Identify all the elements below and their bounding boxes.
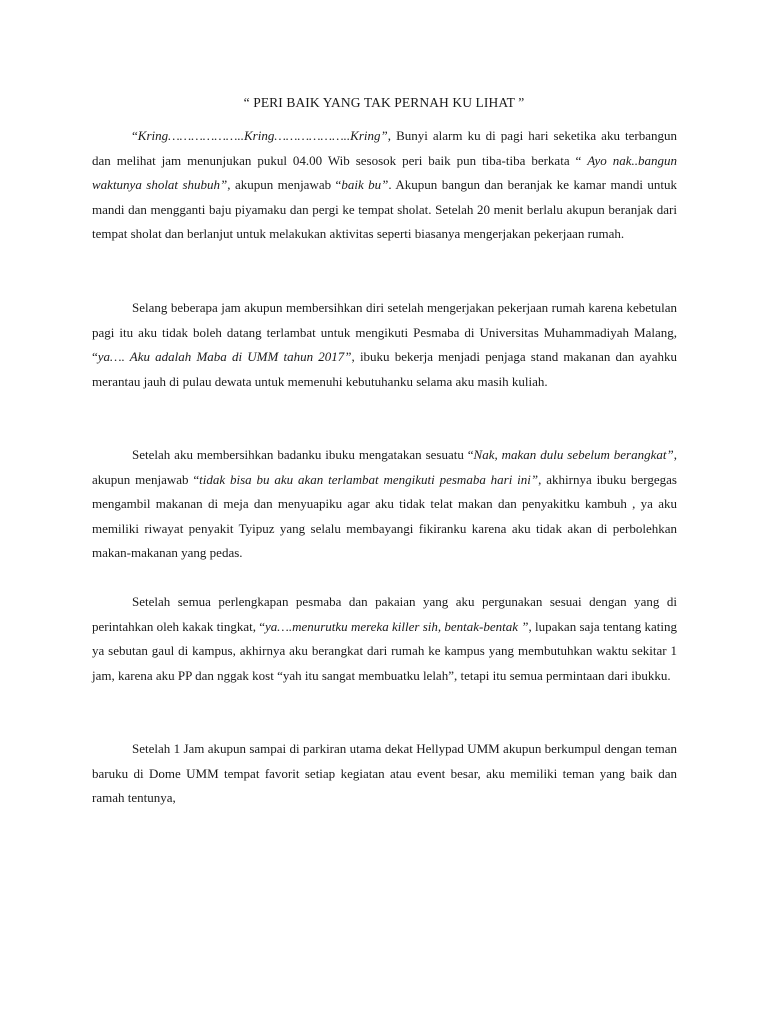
paragraph bbox=[92, 296, 677, 394]
story-title: “ PERI BAIK YANG TAK PERNAH KU LIHAT ” bbox=[243, 95, 525, 110]
paragraph bbox=[92, 443, 677, 566]
paragraph bbox=[92, 124, 677, 247]
text-run: , Bunyi alarm ku di pagi hari seketika aku terbangun dan melihat jam menunjukan pukul 04.00 Wib sesosok peri baik pun tiba-tiba berkata “ bbox=[92, 128, 677, 168]
text-run: . Akupun bangun dan beranjak ke kamar mandi untuk mandi dan mengganti baju piyamaku dan pergi ke tempat sholat. Setelah 20 menit berlalu akupun beranjak dari tempat sholat dan berlanjut untuk melakukan aktivitas seperti biasanya mengerjakan pekerjaan rumah. bbox=[92, 177, 677, 242]
paragraph bbox=[92, 590, 677, 688]
italic-text-run: ya….menurutku mereka killer sih, bentak-bentak ” bbox=[265, 618, 529, 634]
italic-text-run: Nak, makan dulu sebelum berangkat” bbox=[473, 447, 674, 462]
text-run: Setelah 1 Jam akupun sampai di parkiran utama dekat Hellypad UMM akupun berkumpul dengan teman baruku di Dome UMM tempat favorit setiap kegiatan atau event besar, aku memiliki teman yang baik dan ramah tentunya, bbox=[92, 741, 677, 806]
italic-text-run: tidak bisa bu aku akan terlambat mengikuti pesmaba hari ini” bbox=[199, 471, 539, 487]
italic-text-run: baik bu” bbox=[341, 177, 389, 193]
text-run: “ bbox=[132, 128, 138, 143]
text-run: Selang beberapa jam akupun membersihkan diri setelah mengerjakan pekerjaan rumah karena kebetulan pagi itu aku tidak boleh datang terlambat untuk mengikuti Pesmaba di Universitas Muhammadiyah Malang, “ bbox=[92, 300, 677, 365]
text-run: , akhirnya ibuku bergegas mengambil makanan di meja dan menyuapiku agar aku tidak telat makan dan penyakitku kambuh , ya aku memiliki riwayat penyakit Tyipuz yang selalu membayangi fikiranku karena aku tidak akan di perbolehkan makan-makanan yang pedas. bbox=[92, 471, 677, 561]
text-run: , ibuku bekerja menjadi penjaga stand makanan dan ayahku merantau jauh di pulau dewata untuk memenuhi kebutuhanku selama aku masih kuliah. bbox=[92, 349, 677, 389]
text-run: , akupun menjawab “ bbox=[92, 447, 677, 487]
paragraph bbox=[92, 737, 677, 811]
italic-text-run: Ayo nak..bangun waktunya sholat shubuh” bbox=[92, 152, 678, 193]
text-run: , lupakan saja tentang kating ya sebutan gaul di kampus, akhirnya aku berangkat dari rumah ke kampus yang membutuhkan waktu sekitar 1 jam, karena aku PP dan nggak kost “yah itu sangat membuatku lelah”, tetapi itu semua permintaan dari ibukku. bbox=[92, 618, 677, 683]
text-run: Setelah aku membersihkan badanku ibuku mengatakan sesuatu “ bbox=[132, 447, 474, 462]
text-run: Setelah semua perlengkapan pesmaba dan pakaian yang aku pergunakan sesuai dengan yang di perintahkan oleh kakak tingkat, “ bbox=[92, 594, 677, 634]
italic-text-run: Kring………………..Kring………………..Kring” bbox=[137, 128, 388, 143]
text-run: , akupun menjawab “ bbox=[227, 177, 342, 193]
italic-text-run: ya…. Aku adalah Maba di UMM tahun 2017” bbox=[97, 349, 352, 365]
